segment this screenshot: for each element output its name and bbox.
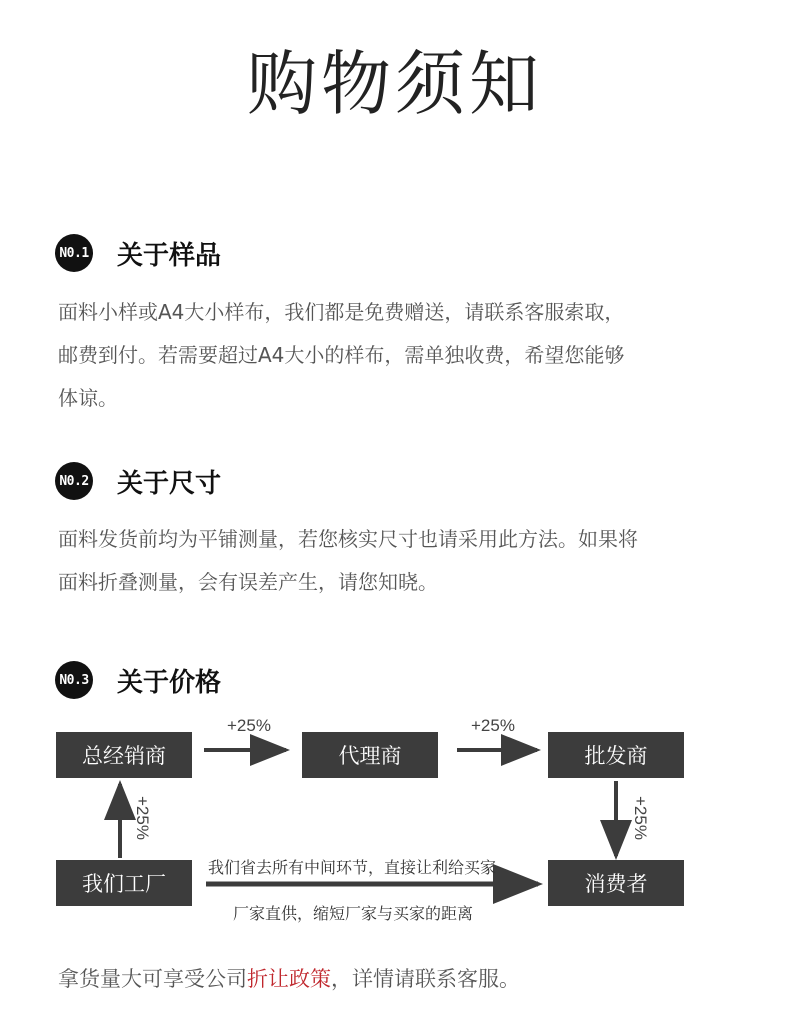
- markup-label: +25%: [471, 716, 515, 735]
- paragraph-line: 面料折叠测量，会有误差产生，请您知晓。: [58, 570, 438, 594]
- paragraph-line: 面料小样或A4大小样布，我们都是免费赠送，请联系客服索取，: [58, 300, 625, 324]
- agent-box: 代理商: [302, 732, 438, 778]
- section-number-badge: N0.2: [55, 462, 93, 500]
- page-title: 购物须知: [247, 43, 543, 125]
- factory-box: 我们工厂: [56, 860, 192, 906]
- footer-note: [58, 963, 520, 993]
- markup-label-vertical: +25%: [631, 796, 650, 840]
- direct-supply-subtext: 厂家直供，缩短厂家与买家的距离: [233, 904, 474, 923]
- section-title: 关于尺寸: [117, 468, 222, 499]
- paragraph-line: 体谅。: [58, 386, 118, 410]
- paragraph-line: 面料发货前均为平铺测量，若您核实尺寸也请采用此方法。如果将: [58, 527, 638, 551]
- footer-text: 拿货量大可享受公司: [58, 967, 247, 991]
- discount-policy-highlight: 折让政策: [247, 967, 331, 991]
- direct-supply-text: 我们省去所有中间环节，直接让利给买家: [208, 858, 497, 877]
- distributor-box: 总经销商: [56, 732, 192, 778]
- section-title: 关于价格: [117, 667, 222, 698]
- consumer-box: 消费者: [548, 860, 684, 906]
- markup-label-vertical: +25%: [133, 796, 152, 840]
- section-number-badge: N0.3: [55, 661, 93, 699]
- markup-label: +25%: [227, 716, 271, 735]
- section-title: 关于样品: [117, 240, 222, 271]
- wholesaler-box: 批发商: [548, 732, 684, 778]
- section-number-badge: N0.1: [55, 234, 93, 272]
- paragraph-line: 邮费到付。若需要超过A4大小的样布，需单独收费，希望您能够: [58, 343, 625, 367]
- footer-text: ，详情请联系客服。: [331, 967, 520, 991]
